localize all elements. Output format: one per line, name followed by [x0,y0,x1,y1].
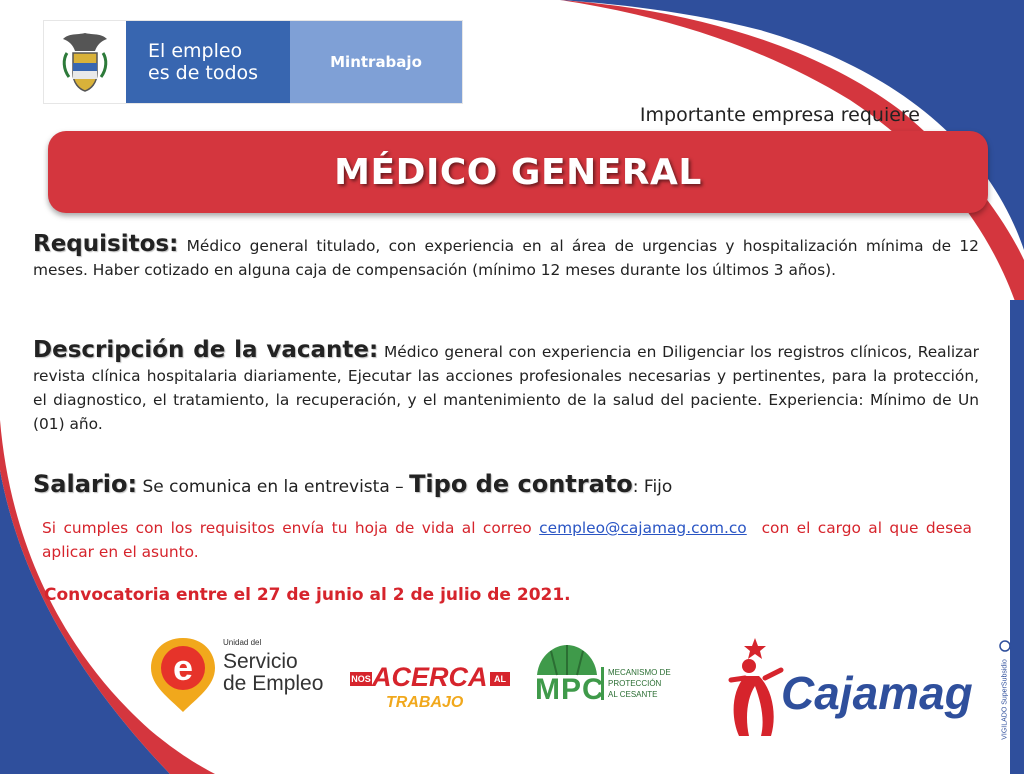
supersubsidio-mark [994,640,1016,746]
mpc-line1: MECANISMO DE [608,668,671,677]
coat-of-arms-logo [44,21,126,103]
salario-label: Salario [33,470,128,498]
job-title: MÉDICO GENERAL [334,151,702,193]
apply-text-after: con el cargo al que desea aplicar en el asunto. [42,519,972,561]
salario-text: Se comunica en la entrevista – [142,477,404,497]
apply-text-before: Si cumples con los requisitos envía tu hoja de vida al correo [42,519,532,537]
requisitos-text: Médico general titulado, con experiencia en al área de urgencias y hospitalización mínima de 12 meses. Haber cotizado en alguna caja de compensación (mínimo 12 meses durante los últimos 3 años). [33,237,979,279]
mpc-logo [533,643,673,713]
cajamag-name: Cajamag [781,667,973,719]
spe-line2: de Empleo [223,672,324,695]
descripcion-paragraph: Descripción de la vacante: Médico general con experiencia en Diligenciar los registros clínicos, Realizar revista clínica hospitalaria diariamente, Ejecutar las acciones profesionales necesarias y pertinentes, para la protección, el diagnostico, el tratamiento, la recuperación, y el mantenimiento de la salud del paciente. Experiencia: Mínimo de Un (01) año. [33,337,979,433]
cajamag-logo [725,632,995,742]
servicio-de-empleo-logo [147,634,342,714]
mpc-acronym: MPC [535,673,605,706]
slogan-block [126,21,290,103]
acerca-main: ACERCA [372,662,488,692]
requisitos-label: Requisitos [33,231,170,257]
nos-acerca-al-trabajo-logo [350,658,512,718]
contrato-value: Fijo [643,477,673,497]
spe-small: Unidad del [223,638,262,647]
acerca-nos: NOS [351,674,371,684]
ministry-label: Mintrabajo [290,21,462,103]
descripcion-text: Médico general con experiencia en Diligenciar los registros clínicos, Realizar revista clínica hospitalaria diariamente, Ejecutar las acciones profesionales necesarias y pertinentes, para la protección, el diagnostico, el tratamiento, la recuperación, y el mantenimiento de la salud del paciente. Experiencia: Mínimo de Un (01) año. [33,343,979,433]
spe-line1: Servicio [223,650,298,673]
svg-text:e: e [172,647,194,688]
mpc-line3: AL CESANTE [608,690,658,699]
supersubsidio-text: VIGILADO SuperSubsidio [1001,659,1009,740]
cajamag-figure-icon [725,632,785,742]
requisitos-paragraph: Requisitos: Médico general titulado, con experiencia en al área de urgencias y hospitalización mínima de 12 meses. Haber cotizado en alguna caja de compensación (mínimo 12 meses durante los últimos 3 años). [33,231,979,279]
slogan-line-2: es de todos [148,62,259,84]
contrato-label: Tipo de contrato [409,470,633,498]
intro-text: Importante empresa requiere [639,104,920,126]
mpc-line2: PROTECCIÓN [608,679,662,688]
email-link[interactable]: cempleo@cajamag.com.co [539,519,747,537]
acerca-trabajo: TRABAJO [386,694,464,711]
acerca-al: AL [490,672,510,686]
apply-instructions [42,516,972,564]
government-banner [43,20,463,104]
slogan-line-1: El empleo [148,40,243,62]
convocatoria-dates: Convocatoria entre el 27 de junio al 2 de julio de 2021. [44,585,571,605]
title-band [48,131,988,213]
descripcion-label: Descripción de la vacante [33,337,370,363]
salario-line: Salario: Se comunica en la entrevista – Tipo de contrato: Fijo [33,470,673,498]
